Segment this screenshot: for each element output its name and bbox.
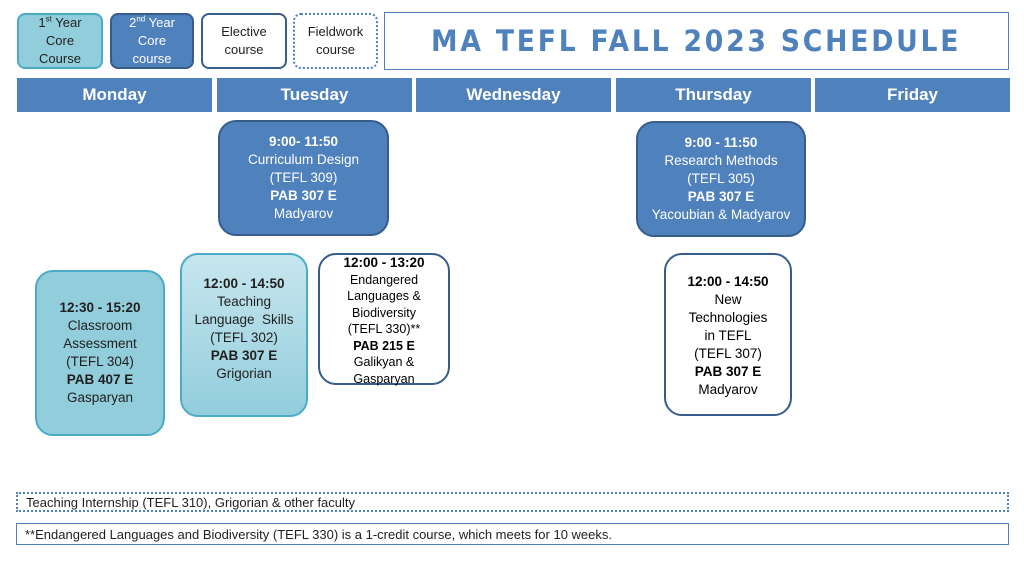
day-header-tuesday: Tuesday <box>217 78 412 112</box>
day-header-monday: Monday <box>17 78 212 112</box>
course-title-line: Biodiversity <box>352 305 416 320</box>
course-instructor: Madyarov <box>273 206 334 221</box>
course-title-line: New <box>714 292 742 307</box>
course-room: PAB 215 E <box>353 338 415 353</box>
course-time: 12:00 - 14:50 <box>203 276 285 291</box>
course-room: PAB 407 E <box>66 372 134 387</box>
legend-elective-line2: course <box>224 42 264 57</box>
legend-first-year-line2: Core <box>45 33 75 48</box>
footnote: **Endangered Languages and Biodiversity (TEFL 330) is a 1-credit course, which meets for 10 weeks. <box>16 523 1009 545</box>
course-research-methods <box>636 121 806 237</box>
course-title-line: Teaching <box>216 294 272 309</box>
course-classroom-assessment <box>35 270 165 436</box>
day-header-friday: Friday <box>815 78 1010 112</box>
course-new-technologies <box>664 253 792 416</box>
course-room: PAB 307 E <box>210 348 278 363</box>
legend-second-year-line3: course <box>132 51 172 66</box>
course-time: 12:30 - 15:20 <box>59 300 141 315</box>
course-time: 9:00- 11:50 <box>268 134 339 149</box>
course-title-line: Technologies <box>688 310 768 325</box>
course-teaching-language-skills <box>180 253 308 417</box>
course-curriculum-design <box>218 120 389 236</box>
legend-second-year-line2: Core <box>137 33 167 48</box>
course-time: 9:00 - 11:50 <box>684 135 758 150</box>
course-title-line: Classroom <box>67 318 133 333</box>
course-title-line: Assessment <box>63 336 137 351</box>
legend-second-year-line1: 2nd Year <box>129 14 175 30</box>
schedule-title: MA TEFL FALL 2023 SCHEDULE <box>431 24 962 58</box>
course-room: PAB 307 E <box>270 188 337 203</box>
legend-elective <box>201 13 287 69</box>
legend-fieldwork-line1: Fieldwork <box>307 24 364 39</box>
course-instructor: Yacoubian & Madyarov <box>651 207 791 222</box>
course-code: (TEFL 330)** <box>347 322 421 336</box>
course-code: (TEFL 305) <box>687 171 755 186</box>
legend-elective-line1: Elective <box>221 24 267 39</box>
legend-first-year-line3: Course <box>39 51 81 66</box>
course-room: PAB 307 E <box>694 364 762 379</box>
fieldwork-note: Teaching Internship (TEFL 310), Grigorian & other faculty <box>16 492 1009 512</box>
course-time: 12:00 - 13:20 <box>343 255 425 270</box>
course-endangered-languages <box>318 253 450 385</box>
day-header-thursday: Thursday <box>616 78 811 112</box>
course-room: PAB 307 E <box>687 189 755 204</box>
course-instructor: Grigorian <box>216 366 272 381</box>
course-time: 12:00 - 14:50 <box>687 274 769 289</box>
legend-second-year-core <box>110 13 194 69</box>
legend-fieldwork-line2: course <box>315 42 356 57</box>
course-instructor: Gasparyan <box>66 390 134 405</box>
course-title-line: Research Methods <box>664 153 778 168</box>
course-title-line: in TEFL <box>704 328 752 343</box>
course-code: (TEFL 309) <box>269 170 338 185</box>
course-title-line: Languages & <box>347 289 421 303</box>
course-code: (TEFL 307) <box>694 346 762 361</box>
course-title-line: Endangered <box>349 272 419 287</box>
legend-fieldwork <box>293 13 378 69</box>
course-code: (TEFL 304) <box>66 354 134 369</box>
course-instructor: Madyarov <box>698 382 758 397</box>
day-header-wednesday: Wednesday <box>416 78 611 112</box>
course-instructor: Gasparyan <box>353 371 415 386</box>
schedule-title-box <box>384 12 1009 70</box>
course-title-line: Language Skills <box>194 312 294 327</box>
legend-first-year-core <box>17 13 103 69</box>
legend-first-year-line1: 1st Year <box>38 14 82 30</box>
course-code: (TEFL 302) <box>210 330 278 345</box>
course-title-line: Curriculum Design <box>247 152 360 167</box>
course-instructor: Galikyan & <box>353 355 415 369</box>
